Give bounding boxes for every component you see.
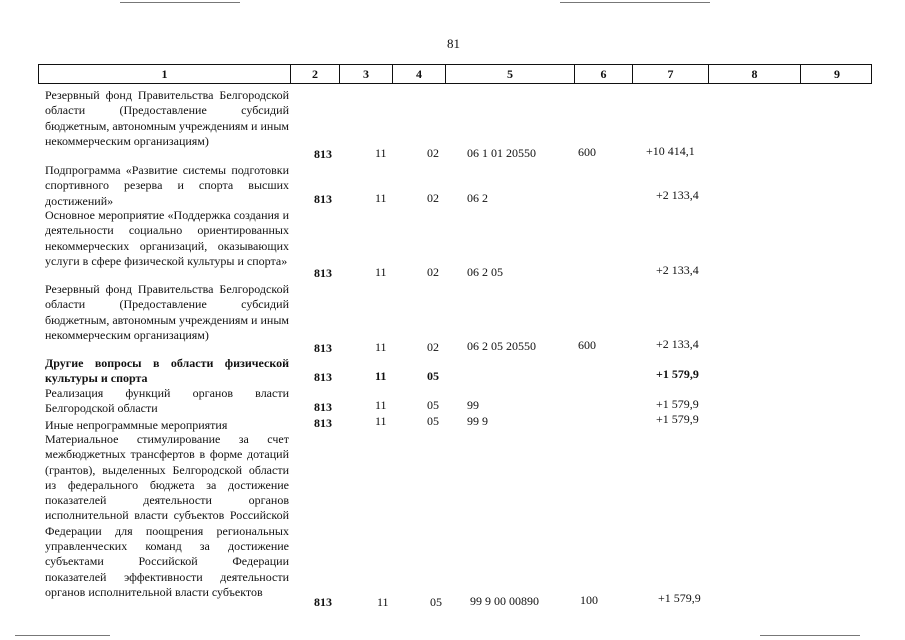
row-name: Иные непрограммные мероприятия: [45, 418, 228, 432]
column-header-7: 7: [633, 65, 709, 83]
row-name: Подпрограмма «Развитие системы подготовки спортивного резерва и спорта высших достижений»: [45, 163, 289, 208]
scan-artifact-bottom: [760, 635, 860, 636]
column-header-9: 9: [834, 67, 840, 81]
row-section-code: 11: [375, 146, 387, 160]
row-amount: +2 133,4: [656, 337, 699, 351]
row-subsection-code: 02: [427, 146, 439, 160]
row-section-code: 11: [375, 191, 387, 205]
row-name: Резервный фонд Правительства Белгородской области (Предоставление субсидий бюджетным, автономным учреждениям и иным некоммерческим организациям): [45, 88, 289, 148]
row-ministry-code: 813: [314, 400, 332, 414]
row-subsection-code: 02: [427, 340, 439, 354]
row-subsection-code: 05: [427, 414, 439, 428]
row-expense-type: 600: [578, 338, 596, 352]
row-amount: +1 579,9: [656, 397, 699, 411]
row-section-code: 11: [375, 414, 387, 428]
row-amount: +2 133,4: [656, 188, 699, 202]
row-amount: +10 414,1: [646, 144, 695, 158]
row-ministry-code: 813: [314, 341, 332, 355]
row-expense-type: 100: [580, 593, 598, 607]
row-ministry-code: 813: [314, 192, 332, 206]
row-name: Резервный фонд Правительства Белгородской области (Предоставление субсидий бюджетным, автономным учреждениям и иным некоммерческим организациям): [45, 282, 289, 342]
row-amount: +1 579,9: [656, 412, 699, 426]
column-header-3: 3: [340, 65, 393, 83]
table-header-row: [38, 64, 872, 84]
row-subsection-code: 05: [430, 595, 442, 609]
row-name: Реализация функций органов власти Белгородской области: [45, 386, 289, 416]
row-target-code: 06 2: [467, 191, 488, 205]
row-amount: +1 579,9: [658, 591, 701, 605]
row-expense-type: 600: [578, 145, 596, 159]
row-target-code: 99 9 00 00890: [470, 594, 539, 608]
column-header-1: 1: [39, 65, 291, 83]
scan-artifact-top: [120, 2, 240, 3]
row-name: Основное мероприятие «Поддержка создания и деятельности социально ориентированных некоммерческих организаций, оказывающих услуги в сфере физической культуры и спорта»: [45, 208, 289, 268]
column-header-5: 5: [446, 65, 575, 83]
scan-artifact-top: [560, 2, 710, 3]
row-target-code: 06 1 01 20550: [467, 146, 536, 160]
page-number: 81: [447, 36, 460, 51]
column-header-8: 8: [709, 65, 801, 83]
row-target-code: 99: [467, 398, 479, 412]
row-section-code: 11: [375, 265, 387, 279]
column-header-4: 4: [393, 65, 446, 83]
row-target-code: 06 2 05 20550: [467, 339, 536, 353]
row-ministry-code: 813: [314, 147, 332, 161]
scan-artifact-bottom: [15, 635, 110, 636]
row-subsection-code: 05: [427, 369, 439, 383]
row-section-code: 11: [377, 595, 389, 609]
column-header-2: 2: [291, 65, 340, 83]
row-ministry-code: 813: [314, 266, 332, 280]
row-subsection-code: 02: [427, 191, 439, 205]
row-ministry-code: 813: [314, 416, 332, 430]
row-amount: +1 579,9: [656, 367, 699, 381]
row-subsection-code: 02: [427, 265, 439, 279]
row-target-code: 06 2 05: [467, 265, 503, 279]
row-ministry-code: 813: [314, 595, 332, 609]
row-section-code: 11: [375, 398, 387, 412]
column-header-6: 6: [575, 65, 633, 83]
row-ministry-code: 813: [314, 370, 332, 384]
row-name: Материальное стимулирование за счет межбюджетных трансфертов в форме дотаций (грантов), выделенных Белгородской области из федерального бюджета за достижение показателей деятельности органов исполнительной власти субъектов Российской Федерации для поощрения региональных управленческих команд за достижение субъектами Российской Федерации показателей эффективности деятельности органов исполнительной власти субъектов: [45, 432, 289, 599]
row-subsection-code: 05: [427, 398, 439, 412]
row-section-code: 11: [375, 340, 387, 354]
row-amount: +2 133,4: [656, 263, 699, 277]
row-name: Другие вопросы в области физической культуры и спорта: [45, 356, 289, 386]
row-target-code: 99 9: [467, 414, 488, 428]
row-section-code: 11: [375, 369, 387, 383]
